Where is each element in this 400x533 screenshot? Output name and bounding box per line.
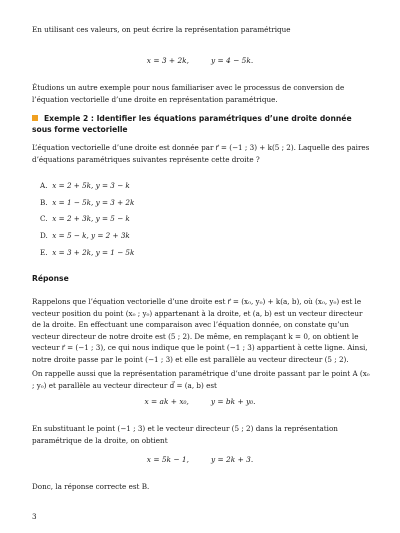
example-title: Exemple 2 : Identifier les équations paramétriques d’une droite donnée sous forme vectorielle: [32, 114, 352, 135]
example-heading: [32, 113, 372, 135]
equation-x: x = 3 + 2k,: [146, 56, 189, 65]
transition-paragraph: Étudions un autre exemple pour nous familiariser avec le processus de conversion de l’équation vectorielle d’une droite en représentation paramétrique.: [32, 83, 345, 104]
conclusion-text: Donc, la réponse correcte est B.: [32, 482, 150, 491]
choice-item: E. x = 3 + 2k, y = 1 − 5k: [40, 247, 135, 257]
answer-paragraph-2: On rappelle aussi que la représentation paramétrique d’une droite passant par le point A (x₀ ; y₀) et parallèle au vecteur directeur d⃗ = (a, b) est: [32, 369, 370, 390]
choice-item: D. x = 5 − k, y = 2 + 3k: [40, 231, 130, 241]
equation-y: y = 4 − 5k.: [210, 56, 254, 65]
example-square-icon: [32, 115, 38, 121]
answer-paragraph-3: En substituant le point (−1 ; 3) et le vecteur directeur (5 ; 2) dans la représentation paramétrique de la droite, on obtient: [32, 424, 338, 445]
answer-paragraph-1: Rappelons que l’équation vectorielle d’une droite est r⃗ = (x₀, y₀) + k(a, b), où (x₀, y₀) est le vecteur position du point (x₀ ; y₀) appartenant à la droite, et (a, b) est un vecteur directeur de la droite. En effectuant une comparaison avec l’équation donnée, on constate qu’un vecteur directeur de notre droite est (5 ; 2). De même, en remplaçant k = 0, on obtient le vecteur r⃗ = (−1 ; 3), ce qui nous indique que le point (−1 ; 3) appartient à cette ligne. Ainsi, notre droite passe par le point (−1 ; 3) et elle est parallèle au vecteur directeur (5 ; 2).: [32, 297, 368, 364]
answer-heading: Réponse: [32, 274, 69, 283]
choice-item: B. x = 1 − 5k, y = 3 + 2k: [40, 197, 135, 207]
example-question: L’équation vectorielle d’une droite est donnée par r⃗ = (−1 ; 3) + k(5 ; 2). Laquelle des paires d’équations paramétriques suivantes représente cette droite ?: [32, 143, 370, 164]
intro-text: En utilisant ces valeurs, on peut écrire la représentation paramétrique: [32, 25, 291, 34]
choice-item: C. x = 2 + 3k, y = 5 − k: [40, 214, 130, 224]
equation-parametric-1: [0, 56, 400, 65]
choice-list: [40, 180, 340, 263]
equation-result: x = 5k − 1, y = 2k + 3.: [146, 455, 254, 464]
equation-general: x = ak + x₀, y = bk + y₀.: [144, 397, 256, 406]
page-number: 3: [32, 512, 37, 521]
choice-item: A. x = 2 + 5k, y = 3 − k: [40, 181, 130, 190]
